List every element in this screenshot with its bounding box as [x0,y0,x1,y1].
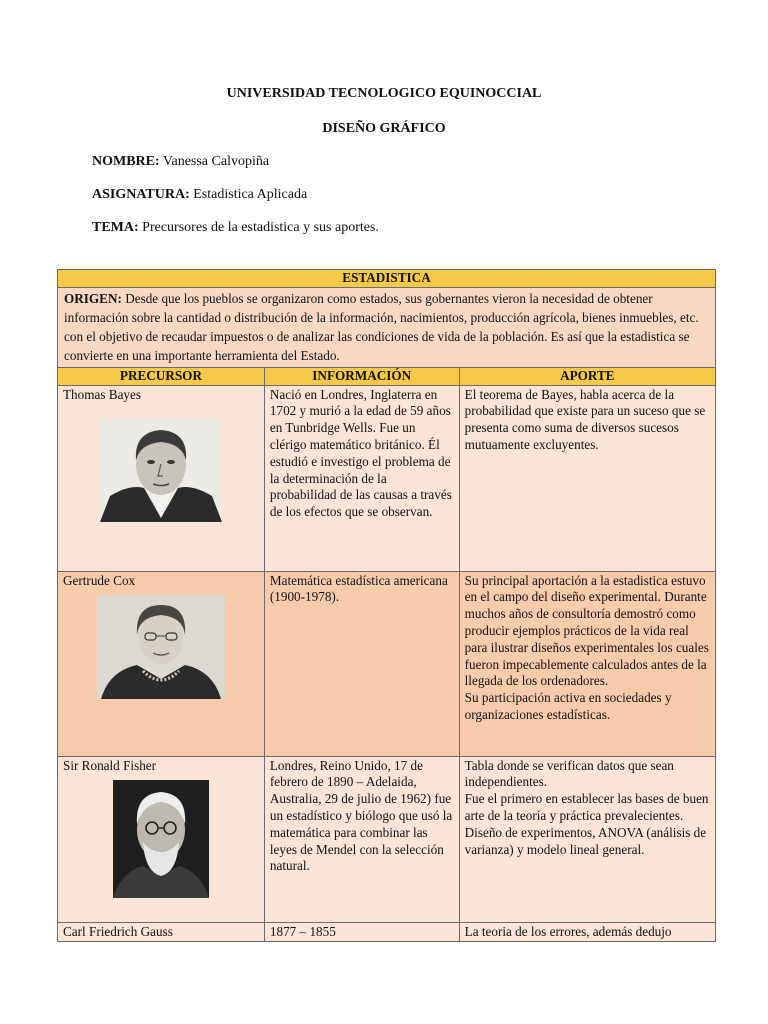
gertrude-cox-portrait-image [97,595,225,699]
subject-field [92,187,307,203]
precursor-name: Sir Ronald Fisher [63,757,157,773]
table-row [58,756,716,922]
aporte-cell [459,756,715,922]
table-row [58,922,716,942]
origin-label: ORIGEN: [64,290,122,306]
aporte-text-2: Fue el primero en establecer las bases de buen arte de la teoría y práctica prevalecientes. Diseño de experimentos, ANOVA (análisis de varianza) y modelo lineal general. [464,791,709,857]
topic-label: TEMA: [92,220,139,235]
precursor-name: Gertrude Cox [63,572,136,588]
info-cell: 1877 – 1855 [264,922,459,942]
precursor-cell [58,756,265,922]
subject-value: Estadistica Aplicada [193,187,308,202]
info-cell: Nació en Londres, Inglaterra en 1702 y murió a la edad de 59 años en Tunbridge Wells. Fue un clérigo matemático británico. Él estudió e investigo el problema de la determinación de la probabilidad de las causas a través de los efectos que se observan. [264,385,459,571]
aporte-cell: La teoria de los errores, además dedujo [459,922,715,942]
aporte-cell [459,571,715,756]
precursor-name: Thomas Bayes [63,386,142,402]
thomas-bayes-portrait-image [100,418,222,522]
name-field [92,154,269,170]
university-title: UNIVERSIDAD TECNOLOGICO EQUINOCCIAL [226,86,542,101]
ronald-fisher-portrait-image [113,780,209,898]
table-row [58,571,716,756]
topic-field [92,220,379,236]
table-row [58,385,716,571]
info-cell: Londres, Reino Unido, 17 de febrero de 1890 – Adelaida, Australia, 29 de julio de 1962) fue un estadístico y biólogo que usó la matemática para combinar las leyes de Mendel con la selección natural. [264,756,459,922]
origin-cell [58,287,716,367]
precursor-cell [58,571,265,756]
name-value: Vanessa Calvopiña [162,154,270,169]
table-title: ESTADISTICA [58,270,716,288]
topic-value: Precursores de la estadistica y sus aportes. [142,220,379,235]
name-label: NOMBRE: [92,154,160,169]
aporte-text: Su principal aportación a la estadistica estuvo en el campo del diseño experimental. Durante muchos años de consultoría demostró como producir ejemplos prácticos de la vida real para ilustrar diseños experimentales los cuales fueron impecablemente calculados antes de la llegada de los ordenadores. [464,572,709,689]
column-header-precursor: PRECURSOR [58,367,265,385]
aporte-text: Tabla donde se verifican datos que sean independientes. [464,757,674,790]
origin-text: Desde que los pueblos se organizaron como estados, sus gobernantes vieron la necesidad de obtener información sobre la cantidad o distribución de la información, nacimientos, producción agrícola, bienes inmuebles, etc. con el objetivo de recaudar impuestos o de analizar las condiciones de vida de la población. Es así que la estadistica se convierte en una importante herramienta del Estado. [64,290,699,363]
precursor-cell [58,385,265,571]
precursor-cell: Carl Friedrich Gauss [58,922,265,942]
aporte-text-2: Su participación activa en sociedades y organizaciones estadísticas. [464,690,672,722]
info-cell: Matemática estadística americana (1900-1978). [264,571,459,756]
precursors-table [57,269,716,942]
column-header-aporte: APORTE [459,367,715,385]
subject-label: ASIGNATURA: [92,187,190,202]
column-header-info: INFORMACIÓN [264,367,459,385]
career-title: DISEÑO GRÁFICO [322,121,446,136]
aporte-cell: El teorema de Bayes, habla acerca de la probabilidad que existe para un suceso que se presenta como suma de diversos sucesos mutuamente excluyentes. [459,385,715,571]
